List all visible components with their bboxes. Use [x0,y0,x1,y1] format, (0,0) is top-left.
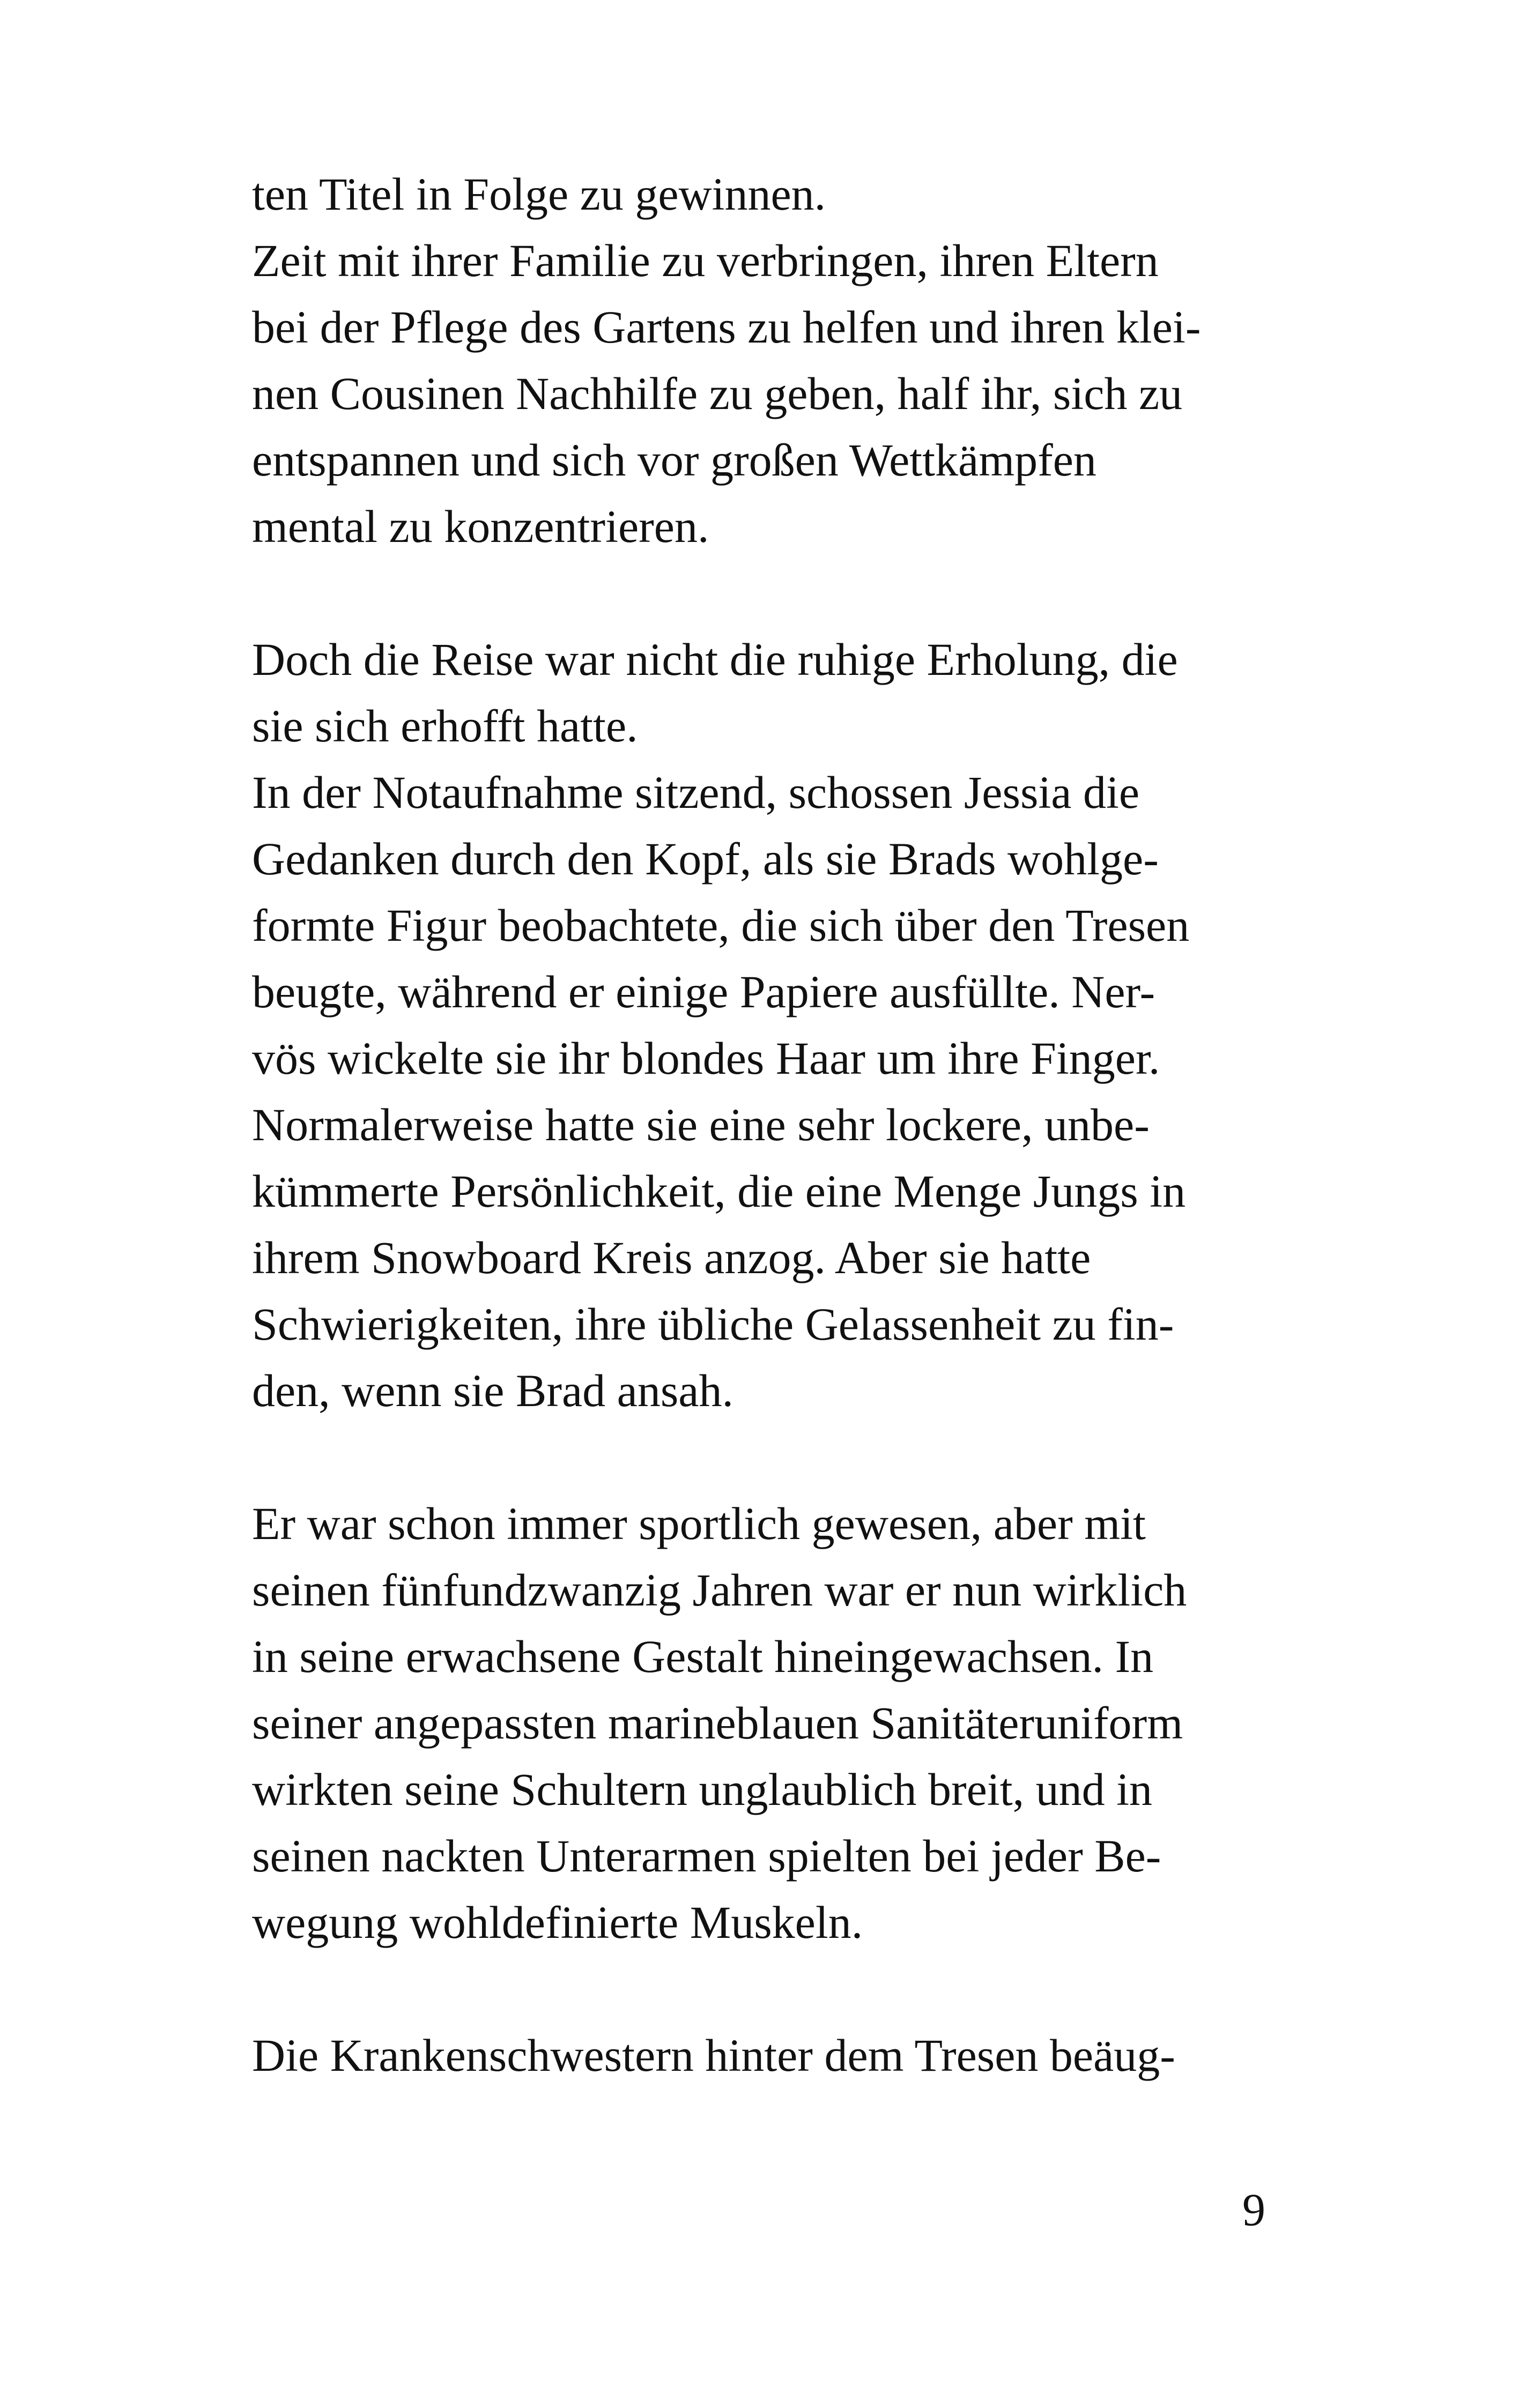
text-line: seiner angepassten marineblauen Sanitäteruniform [252,1697,1183,1749]
text-line: ten Titel in Folge zu gewinnen. [252,168,826,220]
text-line: seinen nackten Unterarmen spielten bei jeder Be- [252,1830,1161,1882]
text-line: mental zu konzentrieren. [252,501,709,552]
paragraph-gap [252,1424,1281,1490]
text-line: kümmerte Persönlichkeit, die eine Menge Jungs in [252,1165,1186,1217]
text-line: Normalerweise hatte sie eine sehr lockere, unbe- [252,1099,1150,1150]
text-line: bei der Pflege des Gartens zu helfen und ihren klei- [252,301,1201,353]
paragraph [252,161,1281,227]
text-line: wegung wohldefinierte Muskeln. [252,1897,863,1948]
text-line: Er war schon immer sportlich gewesen, aber mit [252,1498,1146,1549]
paragraph [252,227,1281,560]
paragraph-gap [252,560,1281,626]
text-line: ihrem Snowboard Kreis anzog. Aber sie hatte [252,1232,1091,1283]
page-text [252,161,1281,2089]
page-number: 9 [1242,2184,1265,2235]
text-line: Die Krankenschwestern hinter dem Tresen beäug- [252,2030,1175,2081]
paragraph [252,759,1281,1424]
text-line: den, wenn sie Brad ansah. [252,1365,733,1416]
text-line: formte Figur beobachtete, die sich über den Tresen [252,900,1190,951]
text-line: Doch die Reise war nicht die ruhige Erholung, die [252,634,1178,685]
text-line: beugte, während er einige Papiere ausfüllte. Ner- [252,966,1155,1017]
text-line: in seine erwachsene Gestalt hineingewachsen. In [252,1631,1154,1682]
text-line: nen Cousinen Nachhilfe zu geben, half ihr, sich zu [252,368,1183,419]
text-line: Schwierigkeiten, ihre übliche Gelassenheit zu fin- [252,1298,1174,1350]
paragraph-gap [252,1956,1281,2022]
paragraph [252,2022,1281,2089]
text-line: In der Notaufnahme sitzend, schossen Jessia die [252,767,1140,818]
text-line: Gedanken durch den Kopf, als sie Brads wohlge- [252,833,1159,885]
text-line: sie sich erhofft hatte. [252,700,638,752]
paragraph [252,1490,1281,1956]
text-line: entspannen und sich vor großen Wettkämpfen [252,434,1096,486]
text-line: Zeit mit ihrer Familie zu verbringen, ihren Eltern [252,235,1159,286]
text-line: vös wickelte sie ihr blondes Haar um ihre Finger. [252,1032,1160,1084]
text-line: wirkten seine Schultern unglaublich breit, und in [252,1764,1153,1815]
text-line: seinen fünfundzwanzig Jahren war er nun wirklich [252,1564,1187,1616]
paragraph [252,626,1281,759]
